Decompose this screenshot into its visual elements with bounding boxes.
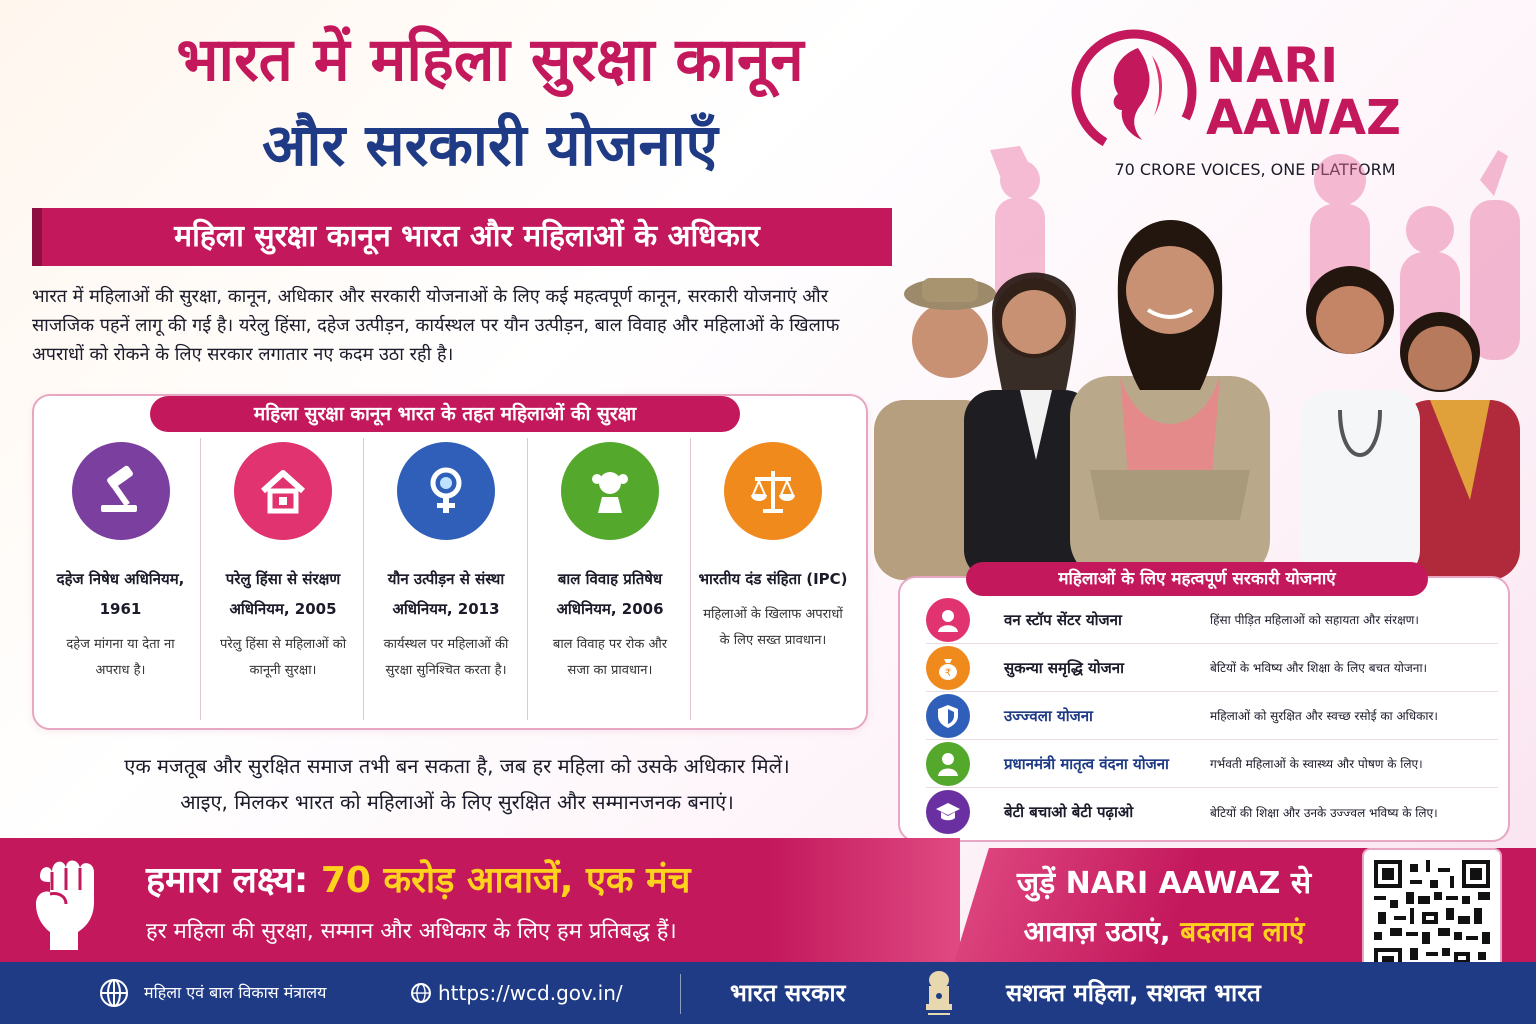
national-emblem-icon bbox=[918, 966, 960, 1020]
scheme-row-matritva bbox=[926, 740, 1498, 788]
scheme-desc: बेटियों की शिक्षा और उनके उज्ज्वल भविष्य के लिए। bbox=[1210, 805, 1438, 820]
law-desc: बाल विवाह पर रोक और सजा का प्रावधान। bbox=[552, 637, 668, 678]
scheme-desc: गर्भवती महिलाओं के स्वास्थ्य और पोषण के लिए। bbox=[1210, 757, 1423, 771]
women-group-illustration bbox=[870, 140, 1536, 580]
scheme-desc: महिलाओं को सुरक्षित और स्वच्छ रसोई का अधिकार। bbox=[1210, 709, 1438, 723]
nari-aawaz-logo-icon bbox=[1068, 26, 1200, 158]
scheme-desc: हिंसा पीड़ित महिलाओं को सहायता और संरक्षण। bbox=[1210, 613, 1419, 627]
shield-icon bbox=[926, 694, 970, 738]
footer-ministry: महिला एवं बाल विकास मंत्रालय bbox=[144, 983, 327, 1002]
money-bag-icon bbox=[926, 646, 970, 690]
graduation-cap-icon bbox=[926, 790, 970, 834]
brand-tagline: 70 CRORE VOICES, ONE PLATFORM bbox=[1114, 160, 1396, 179]
join-line2 bbox=[984, 910, 1344, 954]
woman-icon bbox=[926, 598, 970, 642]
footer-govt: भारत सरकार bbox=[730, 979, 846, 1007]
raised-fist-icon bbox=[26, 846, 110, 954]
law-item-domestic-violence bbox=[200, 438, 365, 720]
mother-icon bbox=[926, 742, 970, 786]
scheme-desc: बेटियों के भविष्य और शिक्षा के लिए बचत योजना। bbox=[1210, 661, 1428, 675]
law-desc: महिलाओं के खिलाफ अपराधों के लिए सख्त प्रावधान। bbox=[703, 607, 843, 648]
scheme-row-sukanya bbox=[926, 644, 1498, 692]
page-title-line1: भारत में महिला सुरक्षा कानून bbox=[176, 25, 804, 95]
law-item-child-marriage bbox=[527, 438, 692, 720]
scheme-row-ujjwala bbox=[926, 692, 1498, 740]
brand-name-line1: NARI bbox=[1206, 38, 1339, 94]
scheme-row-one-stop bbox=[926, 596, 1498, 644]
house-icon bbox=[234, 442, 332, 540]
goal-title bbox=[146, 856, 690, 906]
goal-subtitle: हर महिला की सुरक्षा, सम्मान और अधिकार के लिए हम प्रतिबद्ध हैं। bbox=[146, 919, 677, 944]
brand-name bbox=[1206, 40, 1401, 144]
scheme-name: बेटी बचाओ बेटी पढ़ाओ bbox=[1004, 803, 1134, 821]
center-woman-figure bbox=[1070, 220, 1270, 580]
join-line1: जुड़ें NARI AAWAZ से bbox=[1016, 866, 1312, 901]
svg-text:₹: ₹ bbox=[944, 667, 952, 679]
law-desc: दहेज मांगना या देता ना अपराध है। bbox=[66, 637, 175, 678]
footer-divider bbox=[680, 974, 681, 1014]
law-item-dowry bbox=[38, 438, 203, 720]
closing-message bbox=[32, 748, 882, 820]
intro-paragraph: भारत में महिलाओं की सुरक्षा, कानून, अधिकार और सरकारी योजनाओं के लिए कई महत्वपूर्ण कानून, सरकारी योजनाएं और साजजिक पहनें लागू की गई है। यरेलु हिंसा, दहेज उत्पीड़न, कार्यस्थल पर यौन उत्पीड़न, बाल विवाह और महिलाओं के खिलाफ अपराधों को रोकने के लिए सरकार लगातार नए कदम उठा रही है। bbox=[32, 286, 840, 365]
page-title-line2: और सरकारी योजनाएँ bbox=[262, 111, 718, 179]
law-title: यौन उत्पीड़न से संस्था अधिनियम, 2013 bbox=[387, 570, 505, 618]
woman-symbol-icon bbox=[397, 442, 495, 540]
goal-title-highlight: 70 करोड़ आवाजें, एक मंच bbox=[320, 860, 691, 901]
scheme-row-beti-bachao bbox=[926, 788, 1498, 836]
schemes-heading: महिलाओं के लिए महत्वपूर्ण सरकारी योजनाएं bbox=[966, 562, 1428, 596]
join-line2-highlight: बदलाव लाएं bbox=[1180, 915, 1305, 948]
law-title: परेलु हिंसा से संरक्षण अधिनियम, 2005 bbox=[225, 570, 341, 618]
footer-slogan: सशक्त महिला, सशक्त भारत bbox=[1006, 979, 1261, 1007]
scheme-name: उज्ज्वला योजना bbox=[1004, 706, 1093, 725]
footer-url-link[interactable]: https://wcd.gov.in/ bbox=[438, 981, 623, 1005]
gavel-icon bbox=[72, 442, 170, 540]
brand-name-line2: AAWAZ bbox=[1206, 90, 1401, 146]
law-desc: कार्यस्थल पर महिलाओं की सुरक्षा सुनिश्चित करता है। bbox=[383, 637, 509, 678]
laws-heading: महिला सुरक्षा कानून भारत के तहत महिलाओं की सुरक्षा bbox=[150, 396, 740, 432]
scheme-name: सुकन्या समृद्धि योजना bbox=[1004, 658, 1125, 677]
scales-icon bbox=[724, 442, 822, 540]
girl-icon bbox=[561, 442, 659, 540]
law-title: बाल विवाह प्रतिषेध अधिनियम, 2006 bbox=[556, 570, 664, 618]
subtitle-banner: महिला सुरक्षा कानून भारत और महिलाओं के अधिकार bbox=[32, 208, 892, 266]
closing-line2: आइए, मिलकर भारत को महिलाओं के लिए सुरक्षित और सम्मानजनक बनाएं। bbox=[180, 790, 734, 814]
law-title: दहेज निषेध अधिनियम, 1961 bbox=[56, 570, 185, 618]
goal-title-prefix: हमारा लक्ष्य: bbox=[146, 860, 309, 901]
scheme-name: वन स्टॉप सेंटर योजना bbox=[1004, 610, 1122, 629]
law-desc: परेलु हिंसा से महिलाओं को कानूनी सुरक्षा। bbox=[219, 637, 347, 678]
web-link-icon bbox=[410, 982, 432, 1004]
qr-code-pattern bbox=[1374, 860, 1490, 976]
scheme-name: प्रधानमंत्री मातृत्व वंदना योजना bbox=[1004, 754, 1169, 773]
join-line2-prefix: आवाज़ उठाएं, bbox=[1023, 915, 1171, 948]
closing-line1: एक मजतूब और सुरक्षित समाज तभी बन सकता है, जब हर महिला को उसके अधिकार मिलें। bbox=[124, 754, 790, 778]
law-title: भारतीय दंड संहिता (IPC) bbox=[698, 570, 848, 588]
law-item-ipc bbox=[690, 438, 855, 720]
globe-icon bbox=[98, 977, 130, 1009]
law-item-sexual-harassment bbox=[363, 438, 528, 720]
